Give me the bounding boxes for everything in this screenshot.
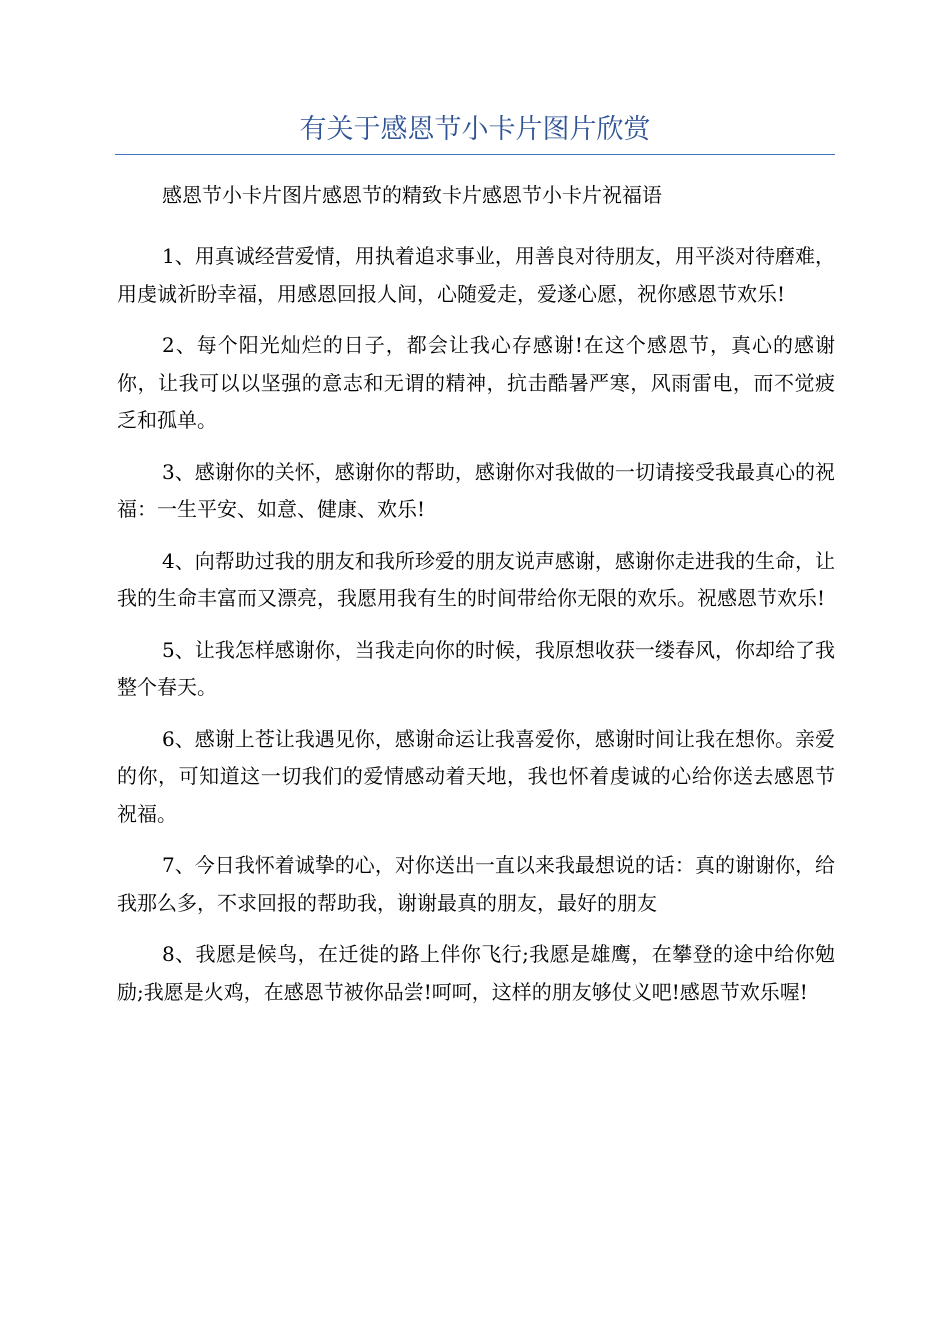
paragraph-1: 1、用真诚经营爱情，用执着追求事业，用善良对待朋友，用平淡对待磨难，用虔诚祈盼幸福，用感恩回报人间，心随爱走，爱遂心愿，祝你感恩节欢乐! [117,244,835,306]
paragraph-8: 8、我愿是候鸟，在迁徙的路上伴你飞行;我愿是雄鹰，在攀登的途中给你勉励;我愿是火鸡，在感恩节被你品尝!呵呵，这样的朋友够仗义吧!感恩节欢乐喔! [117,942,835,1004]
paragraph-3: 3、感谢你的关怀，感谢你的帮助，感谢你对我做的一切请接受我最真心的祝福：一生平安、如意、健康、欢乐! [117,459,835,521]
document-body [117,176,835,1025]
paragraph-5: 5、让我怎样感谢你，当我走向你的时候，我原想收获一缕春风，你却给了我整个春天。 [117,637,835,699]
paragraph-6: 6、感谢上苍让我遇见你，感谢命运让我喜爱你，感谢时间让我在想你。亲爱的你，可知道这一切我们的爱情感动着天地，我也怀着虔诚的心给你送去感恩节祝福。 [117,726,835,826]
paragraph-7: 7、今日我怀着诚挚的心，对你送出一直以来我最想说的话：真的谢谢你，给我那么多，不求回报的帮助我，谢谢最真的朋友，最好的朋友 [117,853,835,915]
document-subtitle: 感恩节小卡片图片感恩节的精致卡片感恩节小卡片祝福语 [162,183,662,207]
title-underline [115,154,835,155]
document-title: 有关于感恩节小卡片图片欣赏 [299,114,651,145]
paragraph-4: 4、向帮助过我的朋友和我所珍爱的朋友说声感谢，感谢你走进我的生命，让我的生命丰富而又漂亮，我愿用我有生的时间带给你无限的欢乐。祝感恩节欢乐! [117,548,835,610]
paragraph-2: 2、每个阳光灿烂的日子，都会让我心存感谢!在这个感恩节，真心的感谢你，让我可以以坚强的意志和无谓的精神，抗击酷暑严寒，风雨雷电，而不觉疲乏和孤单。 [117,333,835,432]
